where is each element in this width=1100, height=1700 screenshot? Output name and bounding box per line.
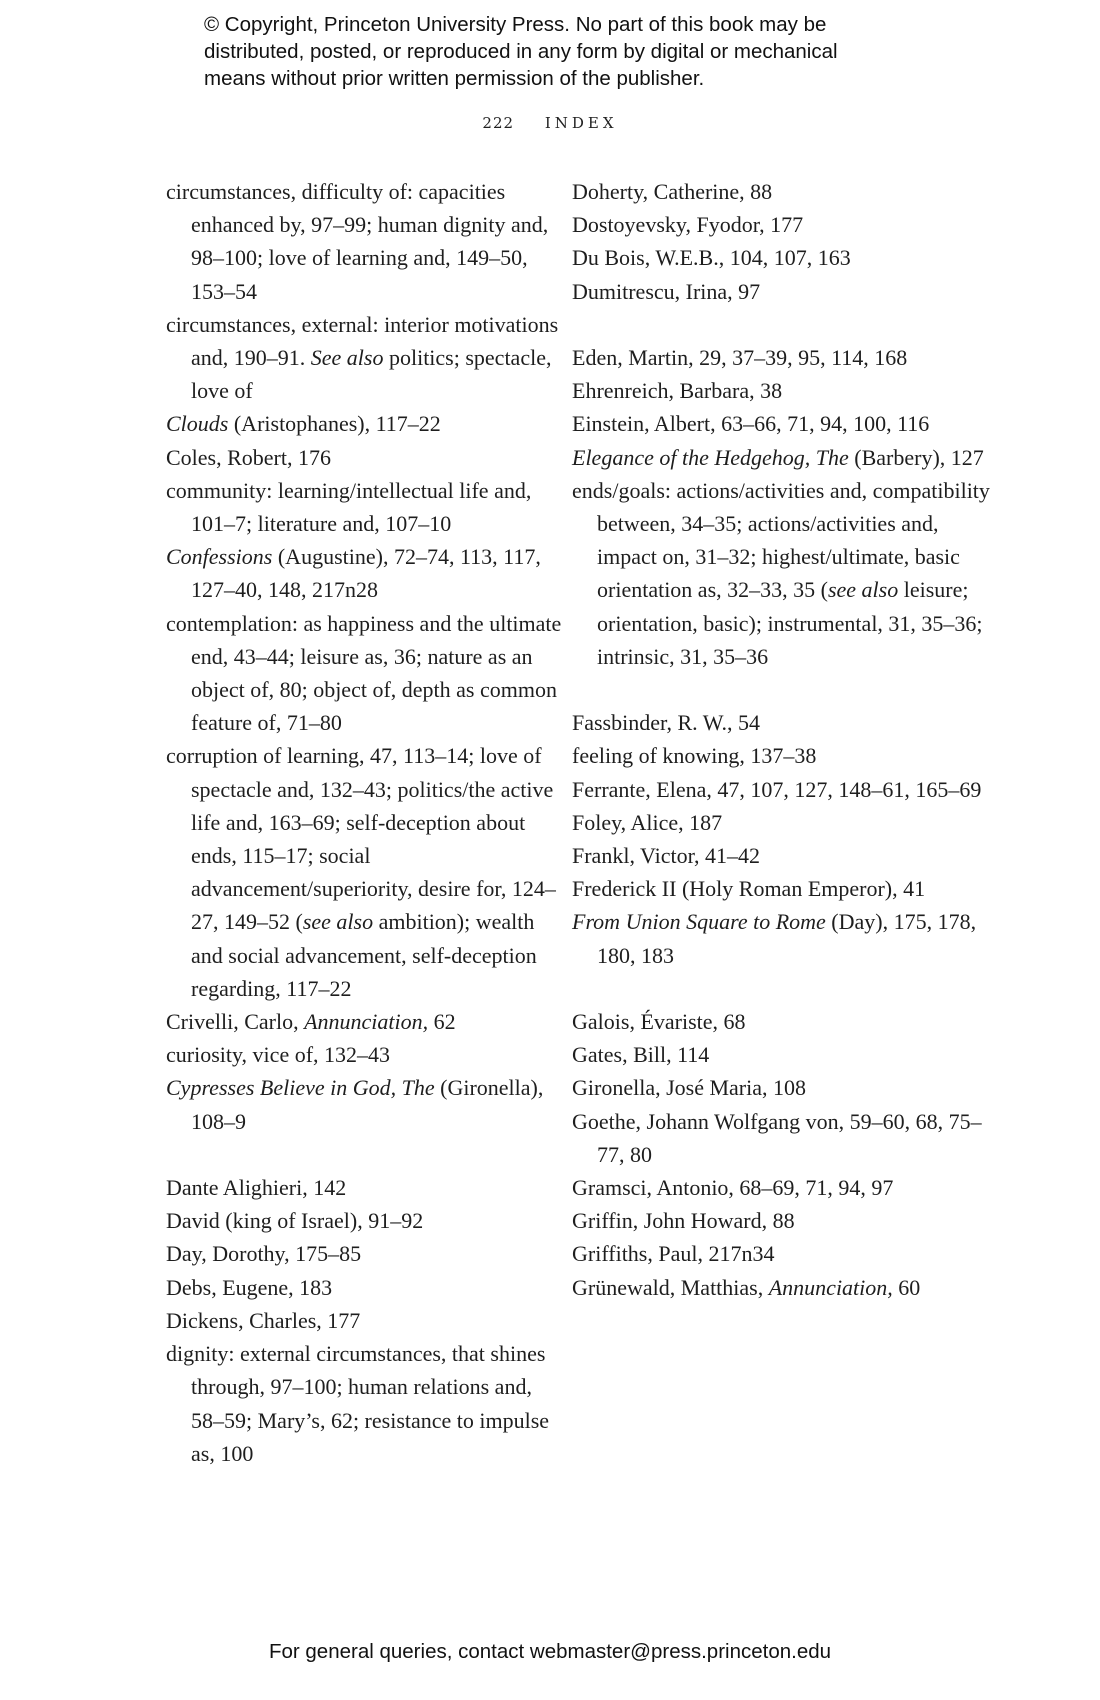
index-entry bbox=[572, 872, 992, 905]
index-entry bbox=[166, 407, 566, 440]
index-entry bbox=[572, 275, 992, 308]
index-entry-italic: See also bbox=[310, 345, 384, 371]
index-entry-italic: Annunciation, bbox=[304, 1009, 429, 1035]
index-entry bbox=[166, 607, 566, 740]
index-entry bbox=[166, 739, 566, 1005]
page-title: INDEX bbox=[544, 114, 618, 132]
index-entry bbox=[572, 175, 992, 208]
footer-contact: For general queries, contact webmaster@press.princeton.edu bbox=[268, 1640, 832, 1663]
index-entry-text: 60 bbox=[892, 1274, 921, 1300]
index-entry bbox=[572, 407, 992, 440]
index-entry-text: Dostoyevsky, Fyodor, 177 bbox=[572, 212, 804, 238]
index-entry-text: (Augustine), 72–74, 113, 117, 127–40, 148, 217n28 bbox=[191, 544, 541, 603]
index-entry bbox=[572, 1071, 992, 1104]
copyright-line: © Copyright, Princeton University Press. No part of this book may be bbox=[204, 13, 827, 36]
index-entry-text: (Aristophanes), 117–22 bbox=[228, 411, 441, 437]
index-entry bbox=[572, 806, 992, 839]
index-entry-italic: Clouds bbox=[166, 411, 229, 437]
index-entry-text: Ehrenreich, Barbara, 38 bbox=[572, 378, 783, 404]
index-entry-text: Griffiths, Paul, 217n34 bbox=[572, 1241, 775, 1267]
index-entry bbox=[572, 839, 992, 872]
index-entry bbox=[572, 241, 992, 274]
index-entry-text: curiosity, vice of, 132–43 bbox=[166, 1042, 391, 1068]
index-entry bbox=[572, 1038, 992, 1071]
index-entry-text: (Day), 175, 178, 180, 183 bbox=[597, 909, 977, 968]
index-entry-italic: Elegance of the Hedgehog, The bbox=[572, 444, 849, 470]
index-entry-text: dignity: external circumstances, that shines through, 97–100; human relations and, 58–59; Mary’s, 62; resistance to impulse as, 100 bbox=[166, 1341, 550, 1466]
letter-group-gap bbox=[572, 673, 992, 706]
index-entry-text: corruption of learning, 47, 113–14; love of spectacle and, 132–43; politics/the active life and, 163–69; self-deception about ends, 115–17; social advancement/superiority, desire for, 124–27, 149–52 ( bbox=[166, 743, 556, 935]
index-entry bbox=[166, 1237, 566, 1270]
index-entry bbox=[572, 739, 992, 772]
index-entry bbox=[166, 1171, 566, 1204]
index-entry bbox=[166, 1337, 566, 1470]
copyright-line: means without prior written permission of the publisher. bbox=[204, 67, 705, 90]
copyright-notice bbox=[204, 11, 924, 92]
index-entry bbox=[572, 773, 992, 806]
index-entry bbox=[166, 1271, 566, 1304]
index-entry-text: Frankl, Victor, 41–42 bbox=[572, 843, 761, 869]
index-entry bbox=[572, 1204, 992, 1237]
index-entry-text: ends/goals: actions/activities and, compatibility between, 34–35; actions/activities and, impact on, 31–32; highest/ultimate, basic orientation as, 32–33, 35 ( bbox=[572, 477, 990, 603]
index-entry-text: politics; spectacle, love of bbox=[191, 345, 552, 404]
index-entry-text: (Barbery), 127 bbox=[848, 444, 984, 470]
index-entry-text: community: learning/intellectual life and, 101–7; literature and, 107–10 bbox=[166, 477, 532, 537]
index-column-right bbox=[572, 175, 992, 1304]
index-entry-text: Frederick II (Holy Roman Emperor), 41 bbox=[572, 876, 926, 902]
index-entry-text: Du Bois, W.E.B., 104, 107, 163 bbox=[572, 245, 851, 271]
index-entry bbox=[166, 441, 566, 474]
index-entry-text: Doherty, Catherine, 88 bbox=[572, 179, 773, 204]
letter-group-gap bbox=[572, 308, 992, 341]
index-entry bbox=[572, 706, 992, 739]
index-entry bbox=[572, 1005, 992, 1038]
index-entry-italic: see also bbox=[302, 909, 374, 935]
index-entry-italic: Annunciation, bbox=[768, 1274, 893, 1300]
index-entry bbox=[166, 1071, 566, 1137]
index-entry bbox=[572, 374, 992, 407]
index-entry bbox=[166, 175, 566, 308]
index-entry-text: 62 bbox=[428, 1009, 456, 1035]
index-entry-text: Fassbinder, R. W., 54 bbox=[572, 710, 760, 736]
index-entry-text: Gates, Bill, 114 bbox=[572, 1042, 710, 1068]
index-entry-text: Goethe, Johann Wolfgang von, 59–60, 68, 75–77, 80 bbox=[572, 1108, 982, 1167]
index-entry-text: Griffin, John Howard, 88 bbox=[572, 1208, 795, 1234]
index-entry-text: circumstances, external: interior motivations and, 190–91. bbox=[166, 311, 559, 371]
index-entry-text: contemplation: as happiness and the ultimate end, 43–44; leisure as, 36; nature as an object of, 80; object of, depth as common feature of, 71–80 bbox=[166, 610, 562, 736]
index-entry bbox=[572, 208, 992, 241]
index-entry bbox=[166, 1304, 566, 1337]
index-entry bbox=[572, 441, 992, 474]
index-entry bbox=[166, 540, 566, 606]
index-entry-italic: see also bbox=[827, 577, 899, 603]
index-entry-text: Grünewald, Matthias, bbox=[572, 1274, 769, 1300]
index-entry-text: Galois, Évariste, 68 bbox=[572, 1009, 746, 1035]
index-entry-text: Coles, Robert, 176 bbox=[166, 444, 331, 470]
index-entry-text: Foley, Alice, 187 bbox=[572, 809, 723, 835]
index-entry-text: Gramsci, Antonio, 68–69, 71, 94, 97 bbox=[572, 1175, 894, 1201]
copyright-line: distributed, posted, or reproduced in any form by digital or mechanical bbox=[204, 40, 838, 63]
index-entry-italic: Confessions bbox=[166, 544, 273, 570]
index-entry bbox=[166, 1005, 566, 1038]
index-entry-text: Crivelli, Carlo, bbox=[166, 1009, 305, 1035]
index-entry-text: Dumitrescu, Irina, 97 bbox=[572, 278, 761, 304]
index-entry bbox=[572, 341, 992, 374]
index-entry bbox=[166, 1204, 566, 1237]
index-entry-text: leisure; orientation, basic); instrumental, 31, 35–36; intrinsic, 31, 35–36 bbox=[597, 577, 983, 669]
index-entry-text: (Gironella), 108–9 bbox=[191, 1075, 544, 1134]
index-column-left bbox=[166, 175, 566, 1470]
index-entry-text: feeling of knowing, 137–38 bbox=[572, 743, 817, 769]
letter-group-gap bbox=[166, 1138, 566, 1171]
index-entry-text: ambition); wealth and social advancement, self-deception regarding, 117–22 bbox=[191, 909, 537, 1001]
index-entry bbox=[572, 1105, 992, 1171]
index-entry-text: David (king of Israel), 91–92 bbox=[166, 1208, 424, 1234]
index-entry bbox=[572, 1271, 992, 1304]
index-entry-text: circumstances, difficulty of: capacities enhanced by, 97–99; human dignity and, 98–100; love of learning and, 149–50, 153–54 bbox=[166, 179, 549, 304]
index-entry-text: Dante Alighieri, 142 bbox=[166, 1175, 347, 1201]
letter-group-gap bbox=[572, 972, 992, 1005]
index-entry bbox=[166, 1038, 566, 1071]
index-entry-italic: Cypresses Believe in God, The bbox=[166, 1075, 435, 1101]
index-entry bbox=[572, 1237, 992, 1270]
page-number: 222 bbox=[482, 114, 515, 132]
index-entry bbox=[166, 308, 566, 408]
index-entry bbox=[572, 905, 992, 971]
index-entry-text: Einstein, Albert, 63–66, 71, 94, 100, 116 bbox=[572, 411, 930, 437]
index-entry bbox=[572, 474, 992, 673]
index-entry-italic: From Union Square to Rome bbox=[572, 909, 826, 935]
index-entry-text: Debs, Eugene, 183 bbox=[166, 1274, 333, 1300]
index-entry-text: Gironella, José Maria, 108 bbox=[572, 1075, 806, 1101]
running-head bbox=[0, 114, 1100, 132]
index-entry bbox=[572, 1171, 992, 1204]
index-entry-text: Dickens, Charles, 177 bbox=[166, 1307, 361, 1333]
index-entry-text: Ferrante, Elena, 47, 107, 127, 148–61, 165–69 bbox=[572, 776, 982, 802]
index-entry-text: Eden, Martin, 29, 37–39, 95, 114, 168 bbox=[572, 345, 908, 370]
index-entry-text: Day, Dorothy, 175–85 bbox=[166, 1241, 362, 1267]
index-entry bbox=[166, 474, 566, 540]
